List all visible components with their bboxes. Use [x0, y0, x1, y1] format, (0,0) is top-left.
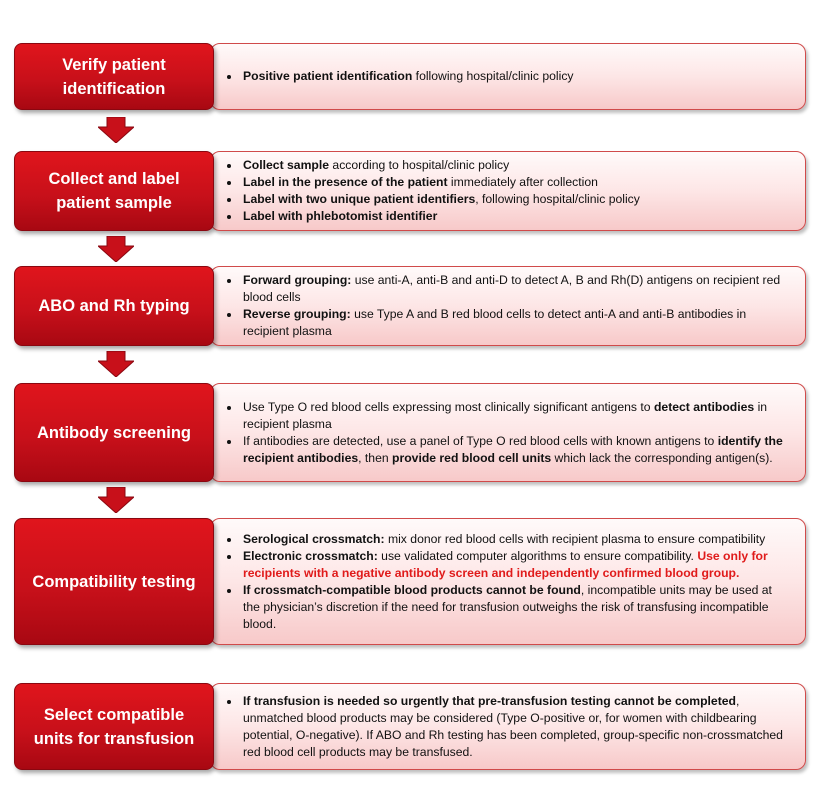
bullet-text: Use Type O red blood cells expressing most clinically significant antigens to	[243, 399, 654, 414]
bullet-emphasis: Label with two unique patient identifiers	[243, 192, 476, 206]
bullet-text: following hospital/clinic policy	[412, 69, 574, 83]
bullet-item	[241, 68, 574, 85]
bullet-emphasis: identify the recipient antibodies	[243, 433, 783, 465]
bullet-item	[241, 174, 640, 191]
bullet-emphasis: Label in the presence of the patient	[243, 175, 448, 189]
bullet-text: If antibodies are detected, use a panel of Type O red blood cells with known antigens to	[243, 433, 718, 448]
bullet-emphasis: Label with phlebotomist identifier	[243, 209, 438, 223]
step-description	[210, 518, 806, 645]
bullet-text: , then	[358, 450, 393, 465]
step-abo-rh-typing	[14, 266, 806, 346]
bullet-text: which lack the corresponding antigen(s).	[551, 450, 773, 465]
step-description	[210, 683, 806, 770]
bullet-text: use Type A and B red blood cells to detect anti-A and anti-B antibodies in recipient plasma	[243, 307, 747, 338]
bullet-emphasis: provide red blood cell units	[392, 450, 552, 465]
bullet-item	[241, 157, 640, 174]
bullet-emphasis: Use only for recipients with a negative antibody screen and independently confirmed blood group.	[243, 548, 768, 580]
down-arrow-icon	[98, 117, 134, 143]
down-arrow-icon	[98, 236, 134, 262]
step-collect-label-sample	[14, 151, 806, 231]
bullet-list	[223, 68, 574, 85]
bullet-item	[241, 531, 791, 548]
step-label: Collect and label patient sample	[14, 151, 214, 231]
bullet-text: , unmatched blood products may be considered (Type O-positive or, for women with childbearing potential, O-negative). If ABO and Rh testing has been completed, group-specific non-crossmatched red blood cell products may be transfused.	[243, 693, 783, 759]
bullet-emphasis: Collect sample	[243, 158, 330, 172]
step-antibody-screening	[14, 383, 806, 482]
bullet-item	[241, 272, 791, 306]
bullet-list	[223, 531, 791, 633]
bullet-emphasis: Serological crossmatch:	[243, 531, 385, 546]
bullet-text: mix donor red blood cells with recipient plasma to ensure compatibility	[384, 531, 766, 546]
bullet-emphasis: detect antibodies	[653, 399, 755, 414]
bullet-text: immediately after collection	[447, 175, 598, 189]
bullet-emphasis: Reverse grouping:	[243, 307, 351, 321]
bullet-item	[241, 399, 791, 433]
bullet-emphasis: Forward grouping:	[243, 273, 352, 287]
step-select-units	[14, 683, 806, 770]
bullet-item	[241, 548, 791, 582]
bullet-text: , incompatible units may be used at the physician’s discretion if the need for transfusion outweighs the risk of transfusing incompatible blood.	[243, 582, 772, 631]
step-label: Antibody screening	[14, 383, 214, 482]
step-description	[210, 383, 806, 482]
bullet-emphasis: Electronic crossmatch:	[243, 548, 378, 563]
bullet-item	[241, 208, 640, 225]
bullet-list	[223, 272, 791, 340]
step-label: Select compatible units for transfusion	[14, 683, 214, 770]
step-label: Verify patient identification	[14, 43, 214, 110]
bullet-text: in recipient plasma	[243, 399, 768, 431]
step-compatibility-testing	[14, 518, 806, 645]
step-label: ABO and Rh typing	[14, 266, 214, 346]
bullet-text: according to hospital/clinic policy	[329, 158, 510, 172]
step-label: Compatibility testing	[14, 518, 214, 645]
bullet-list	[223, 693, 791, 761]
down-arrow-icon	[98, 487, 134, 513]
bullet-list	[223, 399, 791, 467]
bullet-item	[241, 433, 791, 467]
step-description	[210, 151, 806, 231]
step-verify-identification	[14, 43, 806, 110]
bullet-text: use validated computer algorithms to ensure compatibility.	[377, 548, 698, 563]
bullet-item	[241, 693, 791, 761]
step-description	[210, 266, 806, 346]
bullet-item	[241, 306, 791, 340]
bullet-emphasis: If transfusion is needed so urgently that pre-transfusion testing cannot be completed	[243, 693, 736, 708]
step-description	[210, 43, 806, 110]
bullet-item	[241, 582, 791, 633]
bullet-emphasis: If crossmatch-compatible blood products cannot be found	[243, 582, 581, 597]
down-arrow-icon	[98, 351, 134, 377]
bullet-emphasis: Positive patient identification	[243, 69, 413, 83]
bullet-list	[223, 157, 640, 225]
bullet-text: , following hospital/clinic policy	[475, 192, 640, 206]
bullet-item	[241, 191, 640, 208]
bullet-text: use anti-A, anti-B and anti-D to detect A, B and Rh(D) antigens on recipient red blood cells	[243, 273, 781, 304]
